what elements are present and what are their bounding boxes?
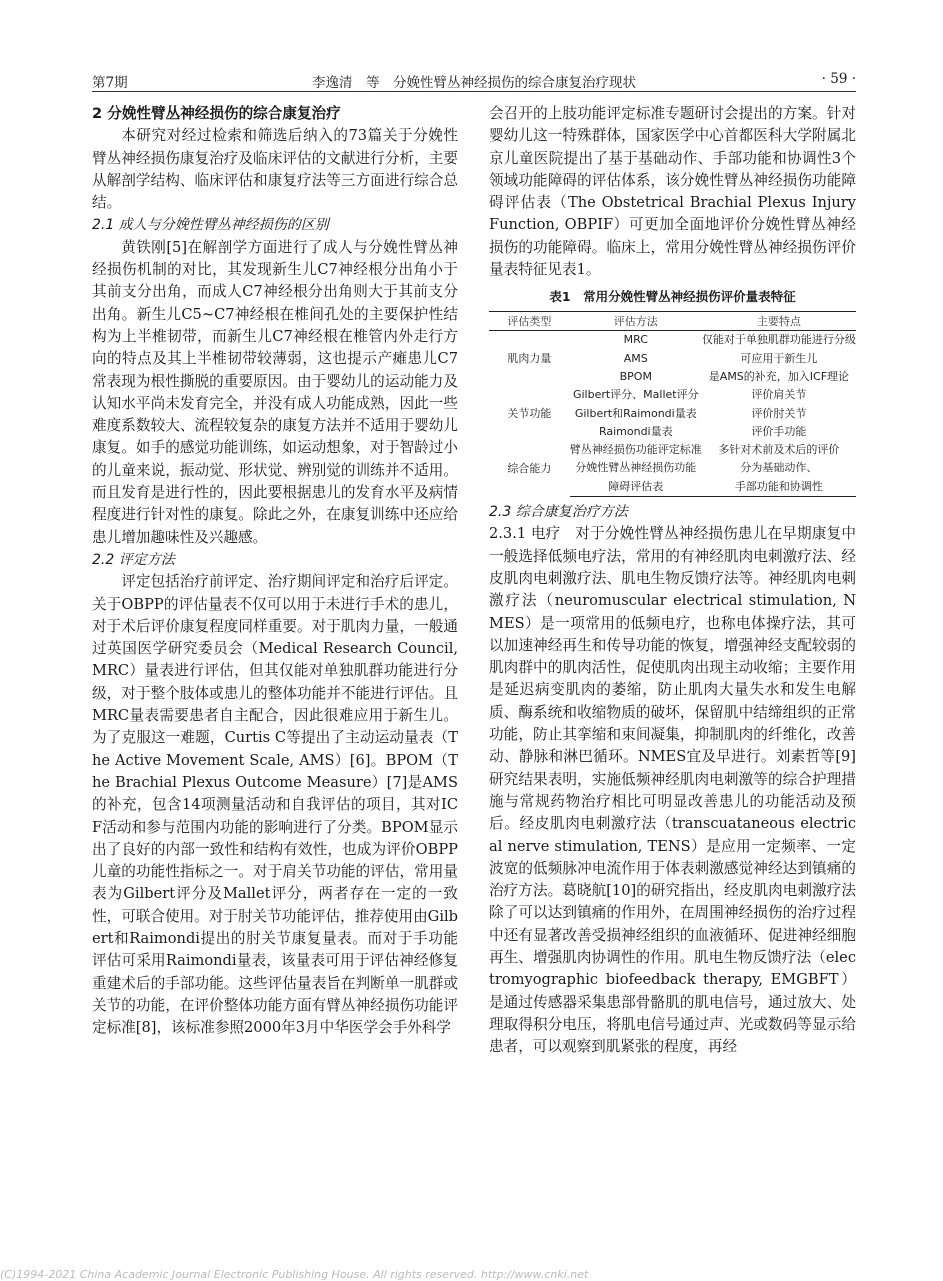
table-cell: 可应用于新生儿 bbox=[740, 351, 818, 365]
table-cell: 多针对术前及术后的评价 bbox=[718, 443, 840, 457]
paragraph: 评定包括治疗前评定、治疗期间评定和治疗后评定。关于OBPP的评估量表不仅可以用于未进行手术的患儿，对于术后评价康复程度同样重要。对于肌肉力量，一般通过英国医学研究委员会（Medical Research Council, MRC）量表进行评估，但其仅能对单独肌群功能进行分级，对于整个肢体或患儿的整体功能并不能进行评估。且MRC量表需要患者自主配合，因此很难应用于新生儿。为了克服这一难题，Curtis C等提出了主动运动量表（The Active Movement Scale, AMS）[6]。BPOM（The Brachial Plexus Outcome Measure）[7]是AMS的补充，包含14项测量活动和自我评估的项目，其对ICF活动和参与范围内功能的影响进行了分类。BPOM显示出了良好的内部一致性和结构有效性，也成为评价OBPP儿童的功能性指标之一。对于肩关节功能的评估，常用量表为Gilbert评分及Mallet评分，两者存在一定的一致性，可联合使用。对于肘关节功能评估，推荐使用由Gilbert和Raimondi提出的肘关节康复量表。而对于手功能评估可采用Raimondi量表，该量表可用于评估神经修复重建术后的手部功能。这些评估量表旨在判断单一肌群或关节的功能，在评价整体功能方面有臂丛神经损伤功能评定标准[8]，该标准参照2000年3月中华医学会手外科学 bbox=[92, 573, 458, 1037]
running-header bbox=[92, 69, 856, 92]
table-cell: 障碍评估表 bbox=[570, 478, 702, 497]
table-header-cell: 主要特点 bbox=[702, 312, 856, 331]
table-cell: 评价手功能 bbox=[751, 424, 807, 438]
table-caption: 表1 常用分娩性臂丛神经损伤评价量表特征 bbox=[549, 289, 796, 305]
table-cell: 是AMS的补充，加入ICF理论 bbox=[708, 369, 850, 383]
section-heading: 2 分娩性臂丛神经损伤的综合康复治疗 bbox=[92, 105, 341, 122]
paragraph: 会召开的上肢功能评定标准专题研讨会提出的方案。针对婴幼儿这一特殊群体，国家医学中心首都医科大学附属北京儿童医院提出了基于基础动作、手部功能和协调性3个领域功能障碍的评估体系，该分娩性臂丛神经损伤功能障碍评估表（The Obstetrical Brachial Plexus Injury Function, OBPIF）可更加全面地评价分娩性臂丛神经损伤的功能障碍。临床上，常用分娩性臂丛神经损伤评价量表特征见表1。 bbox=[489, 105, 856, 279]
table-header-cell: 评估方法 bbox=[570, 312, 702, 331]
table-row bbox=[489, 331, 856, 350]
table-cell: Raimondi量表 bbox=[598, 424, 673, 438]
table-cell: AMS bbox=[623, 351, 648, 365]
table-row bbox=[489, 441, 856, 459]
table-cell: 分为基础动作、 bbox=[740, 461, 818, 475]
table-cell: BPOM bbox=[619, 369, 652, 383]
page-number: · 59 · bbox=[821, 71, 856, 87]
table-cell: 分娩性臂丛神经损伤功能 bbox=[575, 461, 697, 475]
table-cell: Gilbert和Raimondi量表 bbox=[574, 406, 697, 420]
table-header-row bbox=[489, 312, 856, 331]
scale-table bbox=[489, 311, 856, 497]
running-title: 李逸清 等 分娩性臂丛神经损伤的综合康复治疗现状 bbox=[312, 75, 636, 91]
table-row bbox=[489, 386, 856, 404]
subsection-heading: 2.1 成人与分娩性臂丛神经损伤的区别 bbox=[92, 217, 329, 234]
paragraph: 本研究对经过检索和筛选后纳入的73篇关于分娩性臂丛神经损伤康复治疗及临床评估的文献进行分析，主要从解剖学结构、临床评估和康复疗法等三方面进行综合总结。 bbox=[92, 127, 458, 212]
left-column bbox=[92, 103, 458, 1039]
paragraph: 黄铁刚[5]在解剖学方面进行了成人与分娩性臂丛神经损伤机制的对比，其发现新生儿C7神经根分出角小于其前支分出角，而成人C7神经根分出角则大于其前支分出角。新生儿C5~C7神经根在椎间孔处的主要保护性结构为上半椎韧带，而新生儿C7神经根在椎管内外走行方向的特点及其上半椎韧带较薄弱，这也提示产瘫患儿C7常表现为根性撕脱的重要原因。由于婴幼儿的运动能力及认知水平尚未发育完全，并没有成人功能成熟，因此一些难度系数较大、流程较复杂的康复方法并不适用于婴幼儿康复。如手的感觉功能训练，如运动想象，对于智龄过小的儿童来说，振动觉、形状觉、辨别觉的训练并不适用。而且发育是进行性的，因此要根据患儿的发育水平及病情程度进行针对性的康复。除此之外，在康复训练中还应给患儿增加趣味性及兴趣感。 bbox=[92, 238, 458, 546]
table-cell: 臂丛神经损伤功能评定标准 bbox=[569, 443, 702, 457]
table-cell: 手部功能和协调性 bbox=[702, 478, 856, 497]
paragraph: 2.3.1 电疗 对于分娩性臂丛神经损伤患儿在早期康复中一般选择低频电疗法，常用的有神经肌肉电刺激疗法、经皮肌肉电刺激疗法、肌电生物反馈疗法等。神经肌肉电刺激疗法（neuromuscular electrical stimulation, NMES）是一项常用的低频电疗，也称电体操疗法，其可以加速神经再生和传导功能的恢复，增强神经支配较弱的肌肉群中的肌肉活性，促使肌肉出现主动收缩；主要作用是延迟病变肌肉的萎缩，防止肌肉大量失水和发生电解质、酶系统和收缩物质的破坏，保留肌中结缔组织的正常功能，防止其挛缩和束间凝集，抑制肌肉的纤维化，改善动、静脉和淋巴循环。NMES宜及早进行。刘素哲等[9]研究结果表明，实施低频神经肌肉电刺激等的综合护理措施与常规药物治疗相比可明显改善患儿的功能活动及预后。经皮肌肉电刺激疗法（transcuataneous electrical nerve stimulation, TENS）是应用一定频率、一定波宽的低频脉冲电流作用于体表刺激感觉神经达到镇痛的治疗方法。葛晓航[10]的研究指出，经皮肌肉电刺激疗法除了可以达到镇痛的作用外，在周围神经损伤的治疗过程中还有显著改善受损神经组织的血液循环、促进神经细胞再生、增强肌肉协调性的作用。肌电生物反馈疗法（electromyographic biofeedback therapy, EMGBFT）是通过传感器采集患部骨骼肌的肌电信号，通过放大、处理取得积分电压，将肌电信号通过声、光或数码等显示给患者，可以观察到肌紧张的程度，再经 bbox=[489, 525, 856, 1056]
table-group-cell: 关节功能 bbox=[507, 406, 552, 420]
table-cell: MRC bbox=[623, 333, 648, 347]
table-header-cell: 评估类型 bbox=[489, 312, 570, 331]
right-column-bottom-text bbox=[489, 501, 856, 1058]
table-group-cell: 肌肉力量 bbox=[507, 351, 552, 365]
table-group-cell: 综合能力 bbox=[507, 461, 552, 475]
table-cell: 仅能对于单独肌群功能进行分级 bbox=[701, 333, 856, 347]
copyright-footer: (C)1994-2021 China Academic Journal Electronic Publishing House. All rights reserved. http://www.cnki.net bbox=[0, 1268, 589, 1281]
subsection-heading: 2.3 综合康复治疗方法 bbox=[489, 504, 628, 521]
table-cell: 评价肩关节 bbox=[751, 388, 807, 402]
issue-number: 第7期 bbox=[92, 75, 128, 91]
table-cell: Gilbert评分、Mallet评分 bbox=[572, 388, 699, 402]
subsection-heading: 2.2 评定方法 bbox=[92, 551, 175, 568]
right-column-top-text bbox=[489, 103, 856, 281]
table-cell: 评价肘关节 bbox=[751, 406, 807, 420]
right-column bbox=[489, 103, 856, 1058]
